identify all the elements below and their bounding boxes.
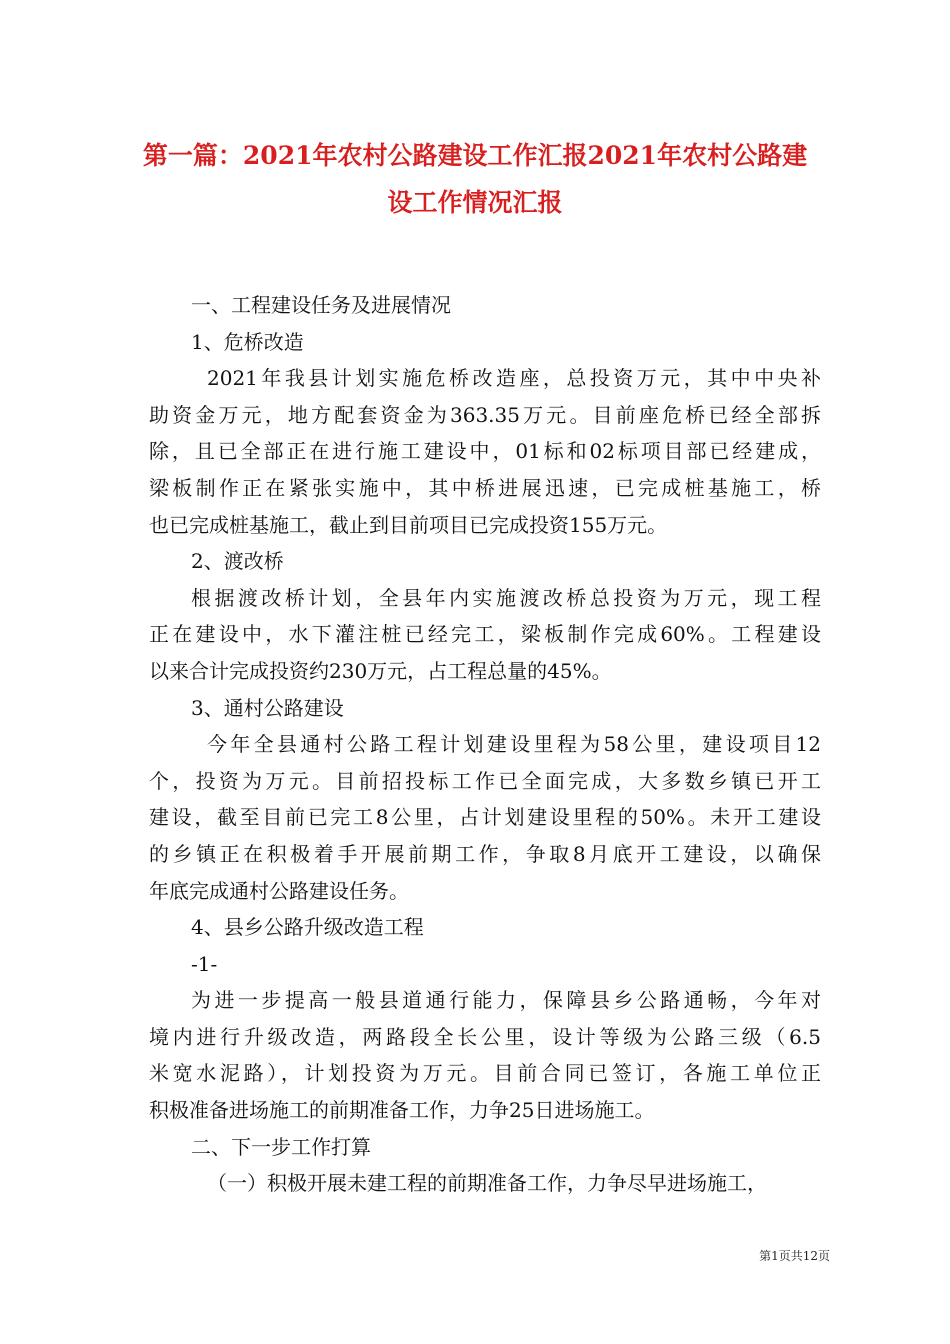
page-number-marker: -1-	[191, 951, 218, 976]
paragraph-line: 也已完成桩基施工，截止到目前项目已完成投资155万元。	[149, 512, 668, 537]
document-body	[149, 287, 821, 1202]
paragraph-line: 助资金万元，地方配套资金为363.35万元。目前座危桥已经全部拆	[149, 402, 821, 427]
paragraph-line: 2021年我县计划实施危桥改造座，总投资万元，其中中央补	[207, 366, 821, 391]
paragraph-line: （一）积极开展未建工程的前期准备工作，力争尽早进场施工，	[207, 1171, 767, 1196]
page-footer: 第1页共12页	[759, 1249, 830, 1263]
paragraph-line: 今年全县通村公路工程计划建设里程为58公里，建设项目12	[207, 732, 821, 757]
paragraph-line: 米宽水泥路），计划投资为万元。目前合同已签订，各施工单位正	[149, 1061, 821, 1086]
section-heading-2: 二、下一步工作打算	[191, 1134, 371, 1159]
section-heading-1: 一、工程建设任务及进展情况	[191, 293, 451, 317]
paragraph-line: 个，投资为万元。目前招投标工作已全面完成，大多数乡镇已开工	[149, 768, 821, 793]
paragraph-line: 的乡镇正在积极着手开展前期工作，争取8月底开工建设，以确保	[149, 841, 821, 866]
paragraph-line: 梁板制作正在紧张实施中，其中桥进展迅速，已完成桩基施工，桥	[149, 475, 821, 500]
paragraph-line: 年底完成通村公路建设任务。	[149, 878, 409, 903]
subheading-2: 2、渡改桥	[191, 549, 284, 574]
paragraph-line: 为进一步提高一般县道通行能力，保障县乡公路通畅，今年对	[191, 988, 821, 1013]
paragraph-line: 以来合计完成投资约230万元，占工程总量的45%。	[149, 658, 612, 683]
paragraph-line: 根据渡改桥计划，全县年内实施渡改桥总投资为万元，现工程	[191, 585, 821, 610]
paragraph-line: 建设，截至目前已完工8公里，占计划建设里程的50%。未开工建设	[149, 805, 821, 830]
subheading-1: 1、危桥改造	[191, 329, 304, 354]
paragraph-line: 积极准备进场施工的前期准备工作，力争25日进场施工。	[149, 1098, 655, 1123]
document-title-line-1: 第一篇：2021年农村公路建设工作汇报2021年农村公路建	[142, 141, 808, 170]
subheading-4: 4、县乡公路升级改造工程	[191, 915, 424, 940]
subheading-3: 3、通村公路建设	[191, 695, 344, 720]
paragraph-line: 正在建设中，水下灌注桩已经完工，梁板制作完成60%。工程建设	[149, 622, 821, 647]
paragraph-line: 除，且已全部正在进行施工建设中，01标和02标项目部已经建成，	[149, 439, 821, 464]
paragraph-line: 境内进行升级改造，两路段全长公里，设计等级为公路三级（6.5	[149, 1024, 821, 1049]
document-title-line-2: 设工作情况汇报	[387, 188, 563, 217]
